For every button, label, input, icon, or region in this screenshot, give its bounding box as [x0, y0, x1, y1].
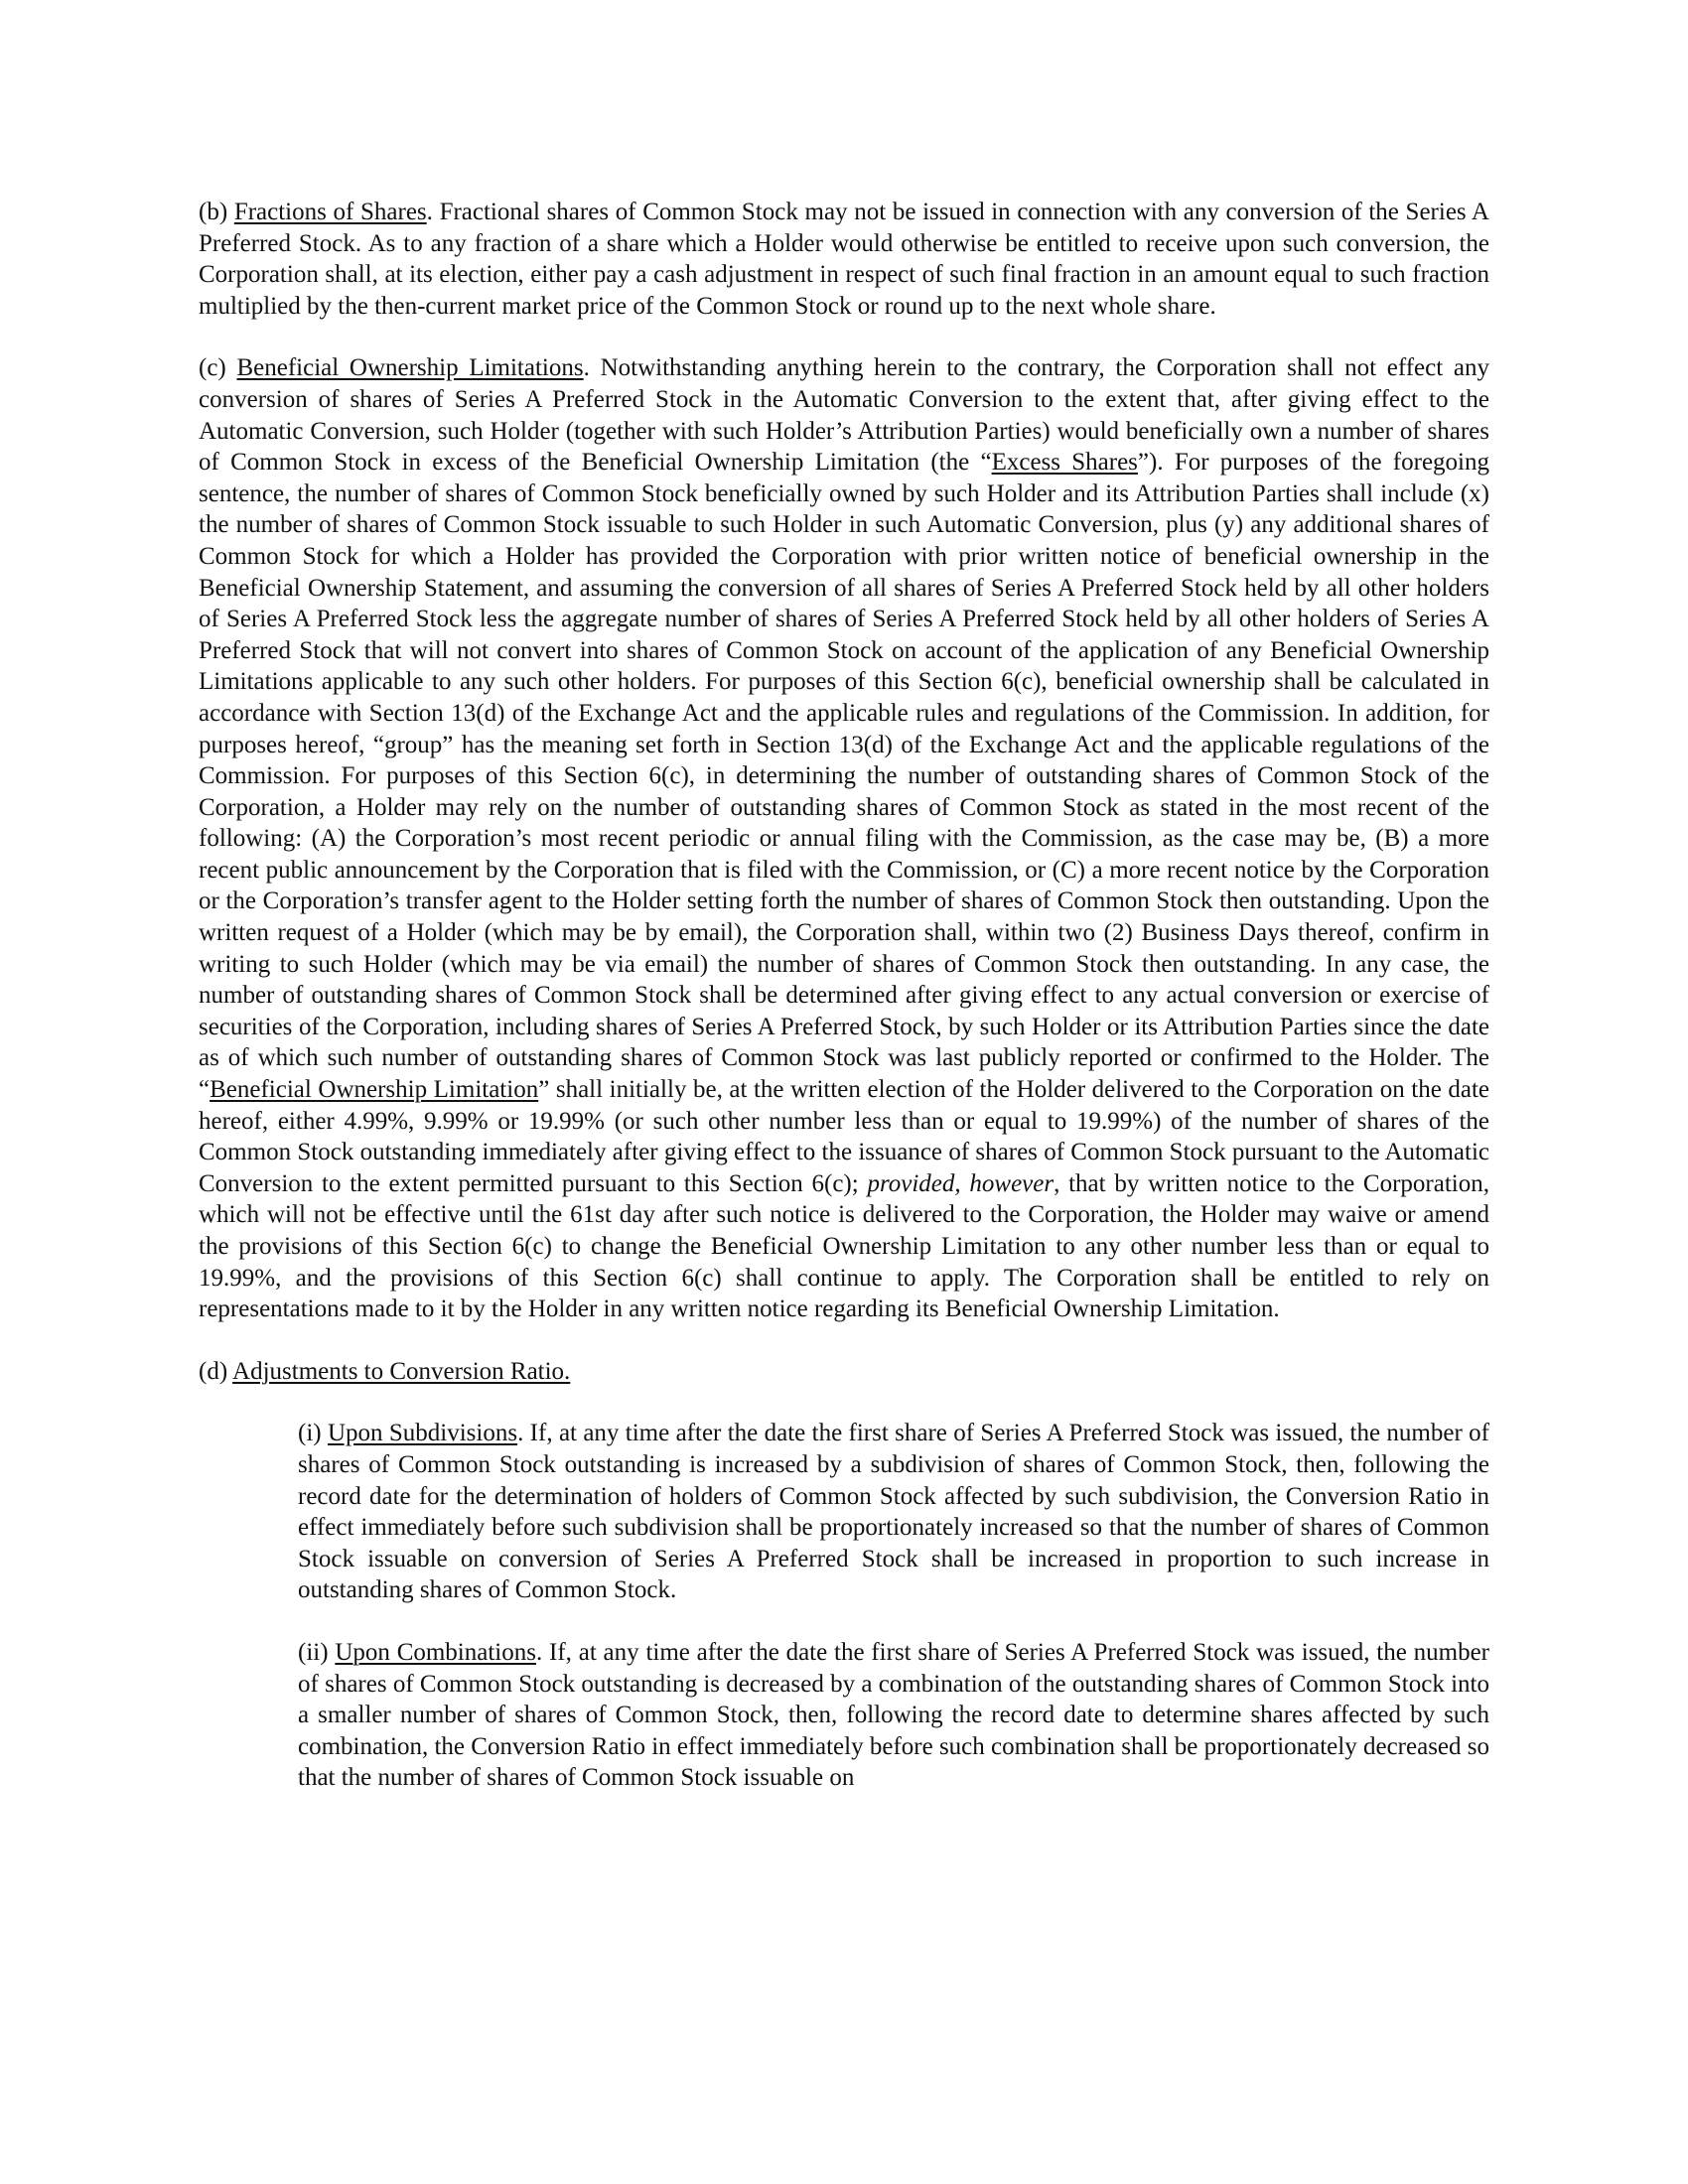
section-b-paragraph: [199, 197, 1489, 322]
section-d-ii-label: (ii): [298, 1638, 336, 1666]
section-c-label: (c): [199, 354, 237, 382]
section-d-i-paragraph: [298, 1418, 1489, 1606]
section-d-i-heading: Upon Subdivisions: [327, 1420, 518, 1447]
section-c-text-2: ”). For purposes of the foregoing sentence, the number of shares of Common Stock beneficially owned by such Holder and its Attribution Parties shall include (x) the number of shares of Common Stock issuable to such Holder in such Automatic Conversion, plus (y) any additional shares of Common Stock for which a Holder has provided the Corporation with prior written notice of beneficial ownership in the Beneficial Ownership Statement, and assuming the conversion of all shares of Series A Preferred Stock held by all other holders of Series A Preferred Stock less the aggregate number of shares of Series A Preferred Stock held by all other holders of Series A Preferred Stock that will not convert into shares of Common Stock on account of the application of any Beneficial Ownership Limitations applicable to any such other holders. For purposes of this Section 6(c), beneficial ownership shall be calculated in accordance with Section 13(d) of the Exchange Act and the applicable rules and regulations of the Commission. In addition, for purposes hereof, “group” has the meaning set forth in Section 13(d) of the Exchange Act and the applicable regulations of the Commission. For purposes of this Section 6(c), in determining the number of outstanding shares of Common Stock of the Corporation, a Holder may rely on the number of outstanding shares of Common Stock as stated in the most recent of the following: (A) the Corporation’s most recent periodic or annual filing with the Commission, as the case may be, (B) a more recent public announcement by the Corporation that is filed with the Commission, or (C) a more recent notice by the Corporation or the Corporation’s transfer agent to the Holder setting forth the number of shares of Common Stock then outstanding. Upon the written request of a Holder (which may be by email), the Corporation shall, within two (2) Business Days thereof, confirm in writing to such Holder (which may be via email) the number of shares of Common Stock then outstanding. In any case, the number of outstanding shares of Common Stock shall be determined after giving effect to any actual conversion or exercise of securities of the Corporation, including shares of Series A Preferred Stock, by such Holder or its Attribution Parties since the date as of which such number of outstanding shares of Common Stock was last publicly reported or confirmed to the Holder. The “: [199, 449, 1489, 1104]
provided-however-term: provided, however: [867, 1169, 1055, 1197]
section-c-heading: Beneficial Ownership Limitations: [236, 354, 584, 382]
section-c-paragraph: [199, 352, 1489, 1324]
section-b-text: . Fractional shares of Common Stock may not be issued in connection with any conversion of the Series A Preferred Stock. As to any fraction of a share which a Holder would otherwise be entitled to receive upon such conversion, the Corporation shall, at its election, either pay a cash adjustment in respect of such final fraction in an amount equal to such fraction multiplied by the then-current market price of the Common Stock or round up to the next whole share.: [199, 199, 1489, 320]
section-d-ii-text: . If, at any time after the date the first share of Series A Preferred Stock was issued, the number of shares of Common Stock outstanding is decreased by a combination of the outstanding shares of Common Stock into a smaller number of shares of Common Stock, then, following the record date to determine shares affected by such combination, the Conversion Ratio in effect immediately before such combination shall be proportionately decreased so that the number of shares of Common Stock issuable on: [298, 1638, 1489, 1792]
section-b-heading: Fractions of Shares: [233, 199, 427, 225]
section-b-label: (b): [199, 199, 234, 225]
section-c-text-1: . Notwithstanding anything herein to the contrary, the Corporation shall not effect any conversion of shares of Series A Preferred Stock in the Automatic Conversion to the extent that, after giving effect to the Automatic Conversion, such Holder (together with such Holder’s Attribution Parties) would beneficially own a number of shares of Common Stock in excess of the Beneficial Ownership Limitation (the “: [199, 354, 1489, 477]
section-d-paragraph: [199, 1356, 1489, 1388]
section-d-heading: Adjustments to Conversion Ratio.: [232, 1357, 571, 1385]
beneficial-ownership-limitation-term: Beneficial Ownership Limitation: [210, 1076, 539, 1104]
section-c-text-4: , that by written notice to the Corporation, which will not be effective until the 61st day after such notice is delivered to the Corporation, the Holder may waive or amend the provisions of this Section 6(c) to change the Beneficial Ownership Limitation to any other number less than or equal to 19.99%, and the provisions of this Section 6(c) shall continue to apply. The Corporation shall be entitled to rely on representations made to it by the Holder in any written notice regarding its Beneficial Ownership Limitation.: [199, 1169, 1489, 1323]
section-d-ii-paragraph: [298, 1637, 1489, 1794]
excess-shares-term: Excess Shares: [991, 449, 1138, 477]
section-d-i-label: (i): [298, 1420, 328, 1447]
document-page: [199, 197, 1489, 1825]
section-d-label: (d): [199, 1357, 233, 1385]
section-d-i-text: . If, at any time after the date the first share of Series A Preferred Stock was issued, the number of shares of Common Stock outstanding is increased by a subdivision of shares of Common Stock, then, following the record date for the determination of holders of Common Stock affected by such subdivision, the Conversion Ratio in effect immediately before such subdivision shall be proportionately increased so that the number of shares of Common Stock issuable on conversion of Series A Preferred Stock shall be increased in proportion to such increase in outstanding shares of Common Stock.: [298, 1420, 1489, 1604]
section-c-text-3: ” shall initially be, at the written election of the Holder delivered to the Corporation on the date hereof, either 4.99%, 9.99% or 19.99% (or such other number less than or equal to 19.99%) of the number of shares of the Common Stock outstanding immediately after giving effect to the issuance of shares of Common Stock pursuant to the Automatic Conversion to the extent permitted pursuant to this Section 6(c);: [199, 1076, 1489, 1197]
section-d-ii-heading: Upon Combinations: [335, 1638, 536, 1666]
